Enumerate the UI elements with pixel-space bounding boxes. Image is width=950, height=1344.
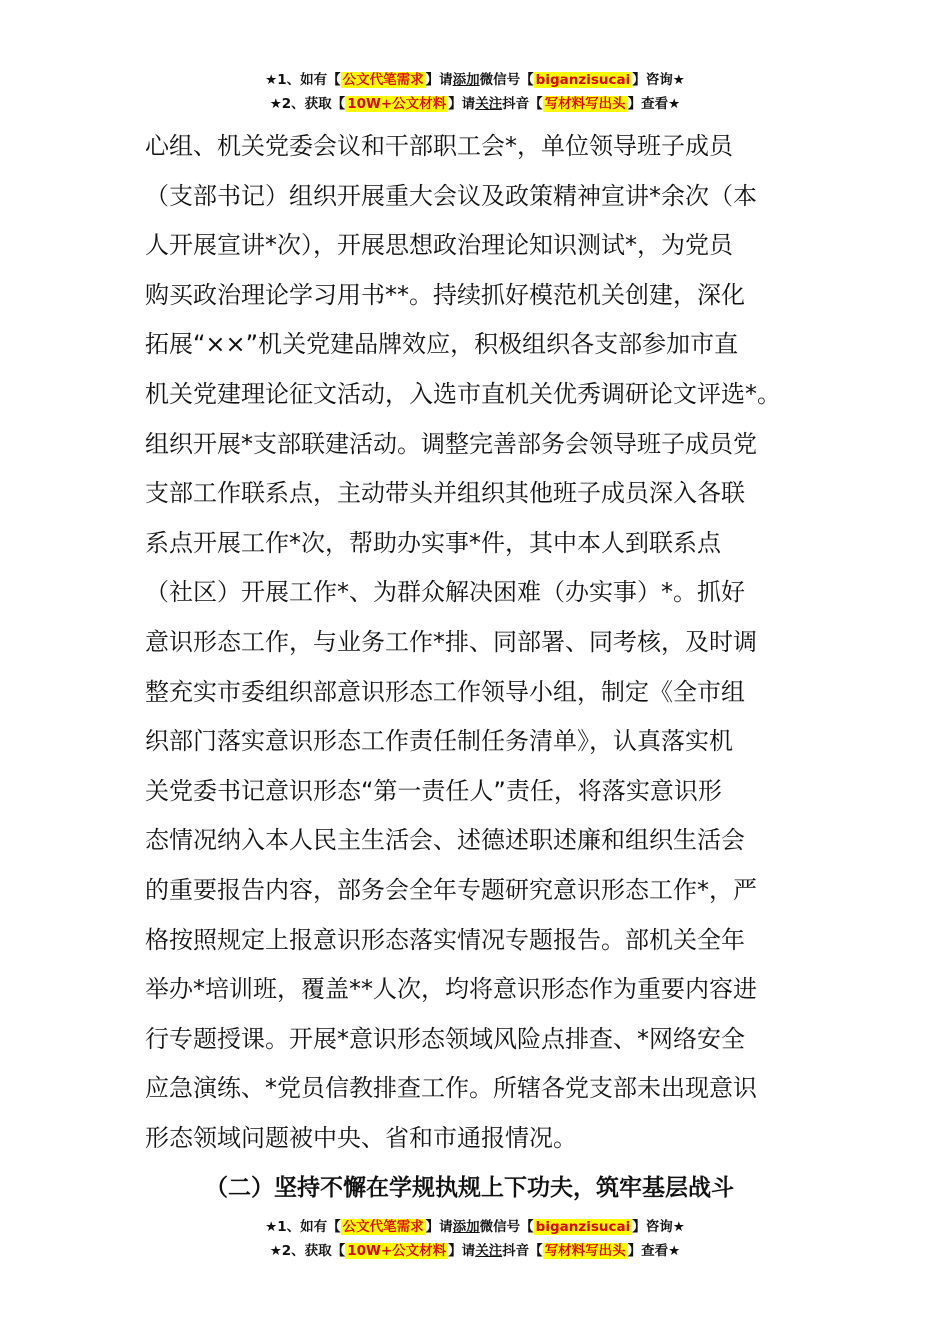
promo-text: 】查看★ [627,96,681,112]
promo-text: 】咨询★ [632,1219,685,1235]
body-line: （支部书记）组织开展重大会议及政策精神宣讲*余次（本 [145,181,757,210]
body-line: 整充实市委组织部意识形态工作领导小组，制定《全市组 [145,677,745,706]
promo-highlight: 10W+公文材料 [347,1243,447,1259]
promo-text: 】请 [448,96,476,112]
body-line: 拓展“××”机关党建品牌效应，积极组织各支部参加市直 [145,330,739,359]
promo-highlight: 写材料写出头 [544,96,626,112]
promo-text: 微信号【 [479,72,534,88]
promo-text: 微信号【 [479,1219,534,1235]
promo-underline: 关注 [475,1243,503,1259]
promo-text: 】请 [425,72,453,88]
body-line: 格按照规定上报意识形态落实情况专题报告。部机关全年 [145,925,745,954]
promo-underline: 添加 [452,72,480,88]
promo-underline: 添加 [452,1219,480,1235]
promo-highlight: biganzisucai [535,72,631,88]
promo-highlight: 写材料写出头 [544,1243,626,1259]
promo-text: 抖音【 [502,96,543,112]
promo-underline: 关注 [475,96,503,112]
promo-text: 】咨询★ [632,72,685,88]
promo-highlight: 公文代笔需求 [342,72,424,88]
body-line: 织部门落实意识形态工作责任制任务清单》，认真落实机 [145,727,733,756]
body-line: 应急演练、*党员信教排查工作。所辖各党支部未出现意识 [145,1074,757,1103]
body-line: 意识形态工作，与业务工作*排、同部署、同考核，及时调 [145,627,757,656]
body-line: 组织开展*支部联建活动。调整完善部务会领导班子成员党 [145,429,757,458]
body-line: 购买政治理论学习用书**。持续抓好模范机关创建，深化 [145,280,745,309]
promo-text: 】请 [448,1243,476,1259]
promo-highlight: 10W+公文材料 [347,96,447,112]
body-line: 行专题授课。开展*意识形态领域风险点排查、*网络安全 [145,1024,745,1053]
body-line: 举办*培训班，覆盖**人次，均将意识形态作为重要内容进 [145,975,757,1004]
promo-line-2 [0,1239,950,1263]
body-line: 系点开展工作*次，帮助办实事*件，其中本人到联系点 [145,528,721,557]
promo-text: ★1、如有【 [265,72,341,88]
promo-line-1 [0,1215,950,1239]
promo-text: 】请 [425,1219,453,1235]
body-line: 的重要报告内容，部务会全年专题研究意识形态工作*，严 [145,875,757,904]
body-line: 形态领域问题被中央、省和市通报情况。 [145,1123,577,1152]
body-line: 机关党建理论征文活动，入选市直机关优秀调研论文评选*。 [145,379,781,408]
top-promo-banner [0,68,950,116]
body-line: （社区）开展工作*、为群众解决困难（办实事）*。抓好 [145,578,745,607]
body-line: 人开展宣讲*次），开展思想政治理论知识测试*，为党员 [145,231,733,260]
promo-text: ★2、获取【 [269,96,346,112]
promo-text: 抖音【 [502,1243,543,1259]
body-line: 关党委书记意识形态“第一责任人”责任，将落实意识形 [145,776,722,805]
promo-text: 】查看★ [627,1243,681,1259]
section-heading: （二）坚持不懈在学规执规上下功夫，筑牢基层战斗 [205,1175,734,1201]
body-line: 心组、机关党委会议和干部职工会*，单位领导班子成员 [145,132,733,160]
promo-highlight: biganzisucai [535,1219,631,1235]
promo-line-1 [0,68,950,92]
bottom-promo-banner [0,1215,950,1263]
promo-highlight: 公文代笔需求 [342,1219,424,1235]
body-line: 支部工作联系点，主动带头并组织其他班子成员深入各联 [145,479,745,508]
document-body [145,122,815,1163]
promo-text: ★2、获取【 [269,1243,346,1259]
body-line: 态情况纳入本人民主生活会、述德述职述廉和组织生活会 [145,826,745,855]
promo-text: ★1、如有【 [265,1219,341,1235]
promo-line-2 [0,92,950,116]
